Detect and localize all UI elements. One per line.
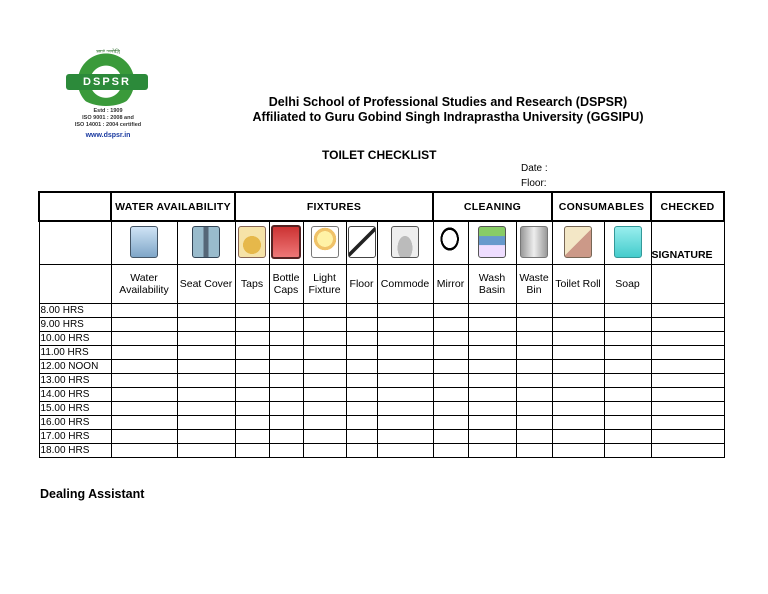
check-cell[interactable] [235,374,269,388]
check-cell[interactable] [552,360,604,374]
check-cell[interactable] [516,374,552,388]
check-cell[interactable] [269,346,303,360]
check-cell[interactable] [516,416,552,430]
check-cell[interactable] [433,430,468,444]
check-cell[interactable] [604,444,651,458]
check-cell[interactable] [377,304,433,318]
check-cell[interactable] [516,332,552,346]
icon-cell-2 [177,221,235,265]
check-cell[interactable] [303,430,346,444]
icon-cell-6 [346,221,377,265]
table-row [39,430,724,444]
check-cell[interactable] [269,388,303,402]
check-cell[interactable] [468,304,516,318]
check-cell[interactable] [433,374,468,388]
check-cell[interactable] [346,388,377,402]
group-checked: CHECKED [651,192,724,221]
check-cell[interactable] [269,318,303,332]
icon-cell-1 [111,221,177,265]
time-slot: 16.00 HRS [39,416,111,430]
icon-cell-9 [468,221,516,265]
time-slot: 8.00 HRS [39,304,111,318]
check-cell[interactable] [269,304,303,318]
column-label-5: Light Fixture [303,265,346,304]
check-cell[interactable] [346,360,377,374]
check-cell[interactable] [346,444,377,458]
check-cell[interactable] [468,318,516,332]
time-slot: 14.00 HRS [39,388,111,402]
check-cell[interactable] [235,416,269,430]
group-header-row [39,192,724,221]
table-row [39,402,724,416]
logo-estd: Estd : 1909 [93,108,123,114]
check-cell[interactable] [433,444,468,458]
check-cell[interactable] [552,346,604,360]
icon-row-spacer [39,221,111,265]
check-cell[interactable] [235,388,269,402]
toilet-roll-icon [564,226,592,258]
check-cell[interactable] [235,444,269,458]
check-cell[interactable] [377,332,433,346]
icon-cell-5 [303,221,346,265]
table-row [39,360,724,374]
check-cell[interactable] [269,430,303,444]
check-cell[interactable] [111,416,177,430]
group-water-availability: WATER AVAILABILITY [111,192,235,221]
label-row-spacer [39,265,111,304]
soap-icon [614,226,642,258]
column-label-4: Bottle Caps [269,265,303,304]
affiliation: Affiliated to Guru Gobind Singh Indraprastha University (GGSIPU) [252,110,644,124]
check-cell[interactable] [303,346,346,360]
check-cell[interactable] [177,360,235,374]
check-cell[interactable] [269,416,303,430]
check-cell[interactable] [468,402,516,416]
logo-band: DSPSR [66,74,148,90]
check-cell[interactable] [604,430,651,444]
check-cell[interactable] [604,402,651,416]
check-cell[interactable] [516,304,552,318]
commode-icon [391,226,419,258]
check-cell[interactable] [433,402,468,416]
mop-icon [348,226,376,258]
signature-label: SIGNATURE [651,221,724,265]
check-cell[interactable] [552,388,604,402]
check-cell[interactable] [433,360,468,374]
page-title: TOILET CHECKLIST [322,148,437,162]
check-cell[interactable] [269,444,303,458]
check-cell[interactable] [346,430,377,444]
check-cell[interactable] [552,402,604,416]
check-cell[interactable] [177,402,235,416]
check-cell[interactable] [377,444,433,458]
check-cell[interactable] [651,318,724,332]
group-consumables: CONSUMABLES [552,192,651,221]
check-cell[interactable] [377,402,433,416]
icon-cell-10 [516,221,552,265]
column-label-3: Taps [235,265,269,304]
check-cell[interactable] [235,304,269,318]
check-cell[interactable] [604,416,651,430]
check-cell[interactable] [468,360,516,374]
column-label-8: Mirror [433,265,468,304]
water-tap-icon [130,226,158,258]
icon-row [39,221,724,265]
check-cell[interactable] [651,416,724,430]
check-cell[interactable] [303,374,346,388]
check-cell[interactable] [468,430,516,444]
check-cell[interactable] [346,318,377,332]
check-cell[interactable] [111,444,177,458]
column-label-12: Soap [604,265,651,304]
check-cell[interactable] [269,402,303,416]
table-row [39,332,724,346]
check-cell[interactable] [303,360,346,374]
check-cell[interactable] [651,360,724,374]
check-cell[interactable] [235,402,269,416]
time-slot: 18.00 HRS [39,444,111,458]
check-cell[interactable] [177,346,235,360]
logo-url: www.dspsr.in [85,132,131,139]
check-cell[interactable] [235,346,269,360]
check-cell[interactable] [177,374,235,388]
group-fixtures: FIXTURES [235,192,433,221]
check-cell[interactable] [111,402,177,416]
check-cell[interactable] [177,318,235,332]
check-cell[interactable] [303,444,346,458]
logo-iso-9001: ISO 9001 : 2008 and [82,115,134,121]
check-cell[interactable] [177,388,235,402]
group-cleaning: CLEANING [433,192,552,221]
institution-name: Delhi School of Professional Studies and Research (DSPSR) [268,95,628,109]
logo-iso-14001: ISO 14001 : 2004 certified [74,122,142,128]
check-cell[interactable] [111,304,177,318]
check-cell[interactable] [346,416,377,430]
check-cell[interactable] [346,374,377,388]
check-cell[interactable] [377,346,433,360]
check-cell[interactable] [303,402,346,416]
check-cell[interactable] [377,318,433,332]
check-cell[interactable] [604,374,651,388]
check-cell[interactable] [235,360,269,374]
check-cell[interactable] [433,304,468,318]
column-label-1: Water Availability [111,265,177,304]
check-cell[interactable] [651,374,724,388]
check-cell[interactable] [651,346,724,360]
check-cell[interactable] [111,332,177,346]
check-cell[interactable] [468,332,516,346]
column-label-9: Wash Basin [468,265,516,304]
waste-bin-icon [520,226,548,258]
check-cell[interactable] [651,388,724,402]
check-cell[interactable] [468,444,516,458]
check-cell[interactable] [651,332,724,346]
column-label-6: Floor [346,265,377,304]
check-cell[interactable] [516,402,552,416]
check-cell[interactable] [111,318,177,332]
check-cell[interactable] [377,388,433,402]
check-cell[interactable] [433,346,468,360]
check-cell[interactable] [346,304,377,318]
time-slot: 12.00 NOON [39,360,111,374]
check-cell[interactable] [604,304,651,318]
check-cell[interactable] [111,346,177,360]
column-label-10: Waste Bin [516,265,552,304]
check-cell[interactable] [346,346,377,360]
check-cell[interactable] [433,318,468,332]
icon-cell-8 [433,221,468,265]
check-cell[interactable] [303,388,346,402]
logo-certifications [64,108,152,129]
check-cell[interactable] [433,332,468,346]
check-cell[interactable] [235,430,269,444]
check-cell[interactable] [303,318,346,332]
check-cell[interactable] [468,388,516,402]
time-slot: 17.00 HRS [39,430,111,444]
check-cell[interactable] [433,416,468,430]
table-row [39,388,724,402]
check-cell[interactable] [303,304,346,318]
check-cell[interactable] [269,332,303,346]
mirror-icon [438,227,464,257]
check-cell[interactable] [269,360,303,374]
check-cell[interactable] [552,444,604,458]
check-cell[interactable] [468,346,516,360]
check-cell[interactable] [235,332,269,346]
table-row [39,374,724,388]
check-cell[interactable] [177,430,235,444]
column-label-2: Seat Cover [177,265,235,304]
check-cell[interactable] [651,444,724,458]
check-cell[interactable] [346,332,377,346]
check-cell[interactable] [303,416,346,430]
check-cell[interactable] [604,318,651,332]
time-slot: 9.00 HRS [39,318,111,332]
table-row [39,318,724,332]
dspsr-logo [64,48,152,140]
time-slot: 11.00 HRS [39,346,111,360]
toilet-icon [192,226,220,258]
check-cell[interactable] [468,374,516,388]
table-row [39,444,724,458]
taps-icon [238,226,266,258]
floor-label: Floor: [521,178,547,189]
check-cell[interactable] [552,430,604,444]
bottle-caps-icon [271,225,301,259]
time-slot: 15.00 HRS [39,402,111,416]
check-cell[interactable] [111,430,177,444]
check-cell[interactable] [552,318,604,332]
check-cell[interactable] [235,318,269,332]
check-cell[interactable] [604,360,651,374]
signature-column-label [651,265,724,304]
date-label: Date : [521,163,548,174]
check-cell[interactable] [177,332,235,346]
check-cell[interactable] [269,374,303,388]
check-cell[interactable] [177,304,235,318]
wash-basin-icon [478,226,506,258]
check-cell[interactable] [516,360,552,374]
table-row [39,346,724,360]
check-cell[interactable] [651,430,724,444]
dealing-assistant-label: Dealing Assistant [40,487,145,501]
check-cell[interactable] [377,430,433,444]
check-cell[interactable] [516,388,552,402]
icon-cell-3 [235,221,269,265]
check-cell[interactable] [177,444,235,458]
column-label-11: Toilet Roll [552,265,604,304]
time-slot: 10.00 HRS [39,332,111,346]
time-slot: 13.00 HRS [39,374,111,388]
corner-cell [39,192,111,221]
check-cell[interactable] [377,416,433,430]
icon-cell-7 [377,221,433,265]
table-row [39,304,724,318]
icon-cell-4 [269,221,303,265]
check-cell[interactable] [111,388,177,402]
icon-cell-11 [552,221,604,265]
check-cell[interactable] [468,416,516,430]
check-cell[interactable] [516,444,552,458]
check-cell[interactable] [604,332,651,346]
checklist-table [38,191,725,458]
check-cell[interactable] [552,332,604,346]
check-cell[interactable] [651,304,724,318]
check-cell[interactable] [516,346,552,360]
icon-cell-12 [604,221,651,265]
check-cell[interactable] [177,416,235,430]
check-cell[interactable] [111,360,177,374]
check-cell[interactable] [377,360,433,374]
check-cell[interactable] [346,402,377,416]
check-cell[interactable] [433,388,468,402]
light-bulb-icon [311,226,339,258]
check-cell[interactable] [552,304,604,318]
table-row [39,416,724,430]
column-label-row [39,265,724,304]
check-cell[interactable] [303,332,346,346]
check-cell[interactable] [516,430,552,444]
check-cell[interactable] [111,374,177,388]
check-cell[interactable] [552,416,604,430]
column-label-7: Commode [377,265,433,304]
check-cell[interactable] [516,318,552,332]
check-cell[interactable] [604,388,651,402]
check-cell[interactable] [651,402,724,416]
check-cell[interactable] [377,374,433,388]
check-cell[interactable] [604,346,651,360]
check-cell[interactable] [552,374,604,388]
